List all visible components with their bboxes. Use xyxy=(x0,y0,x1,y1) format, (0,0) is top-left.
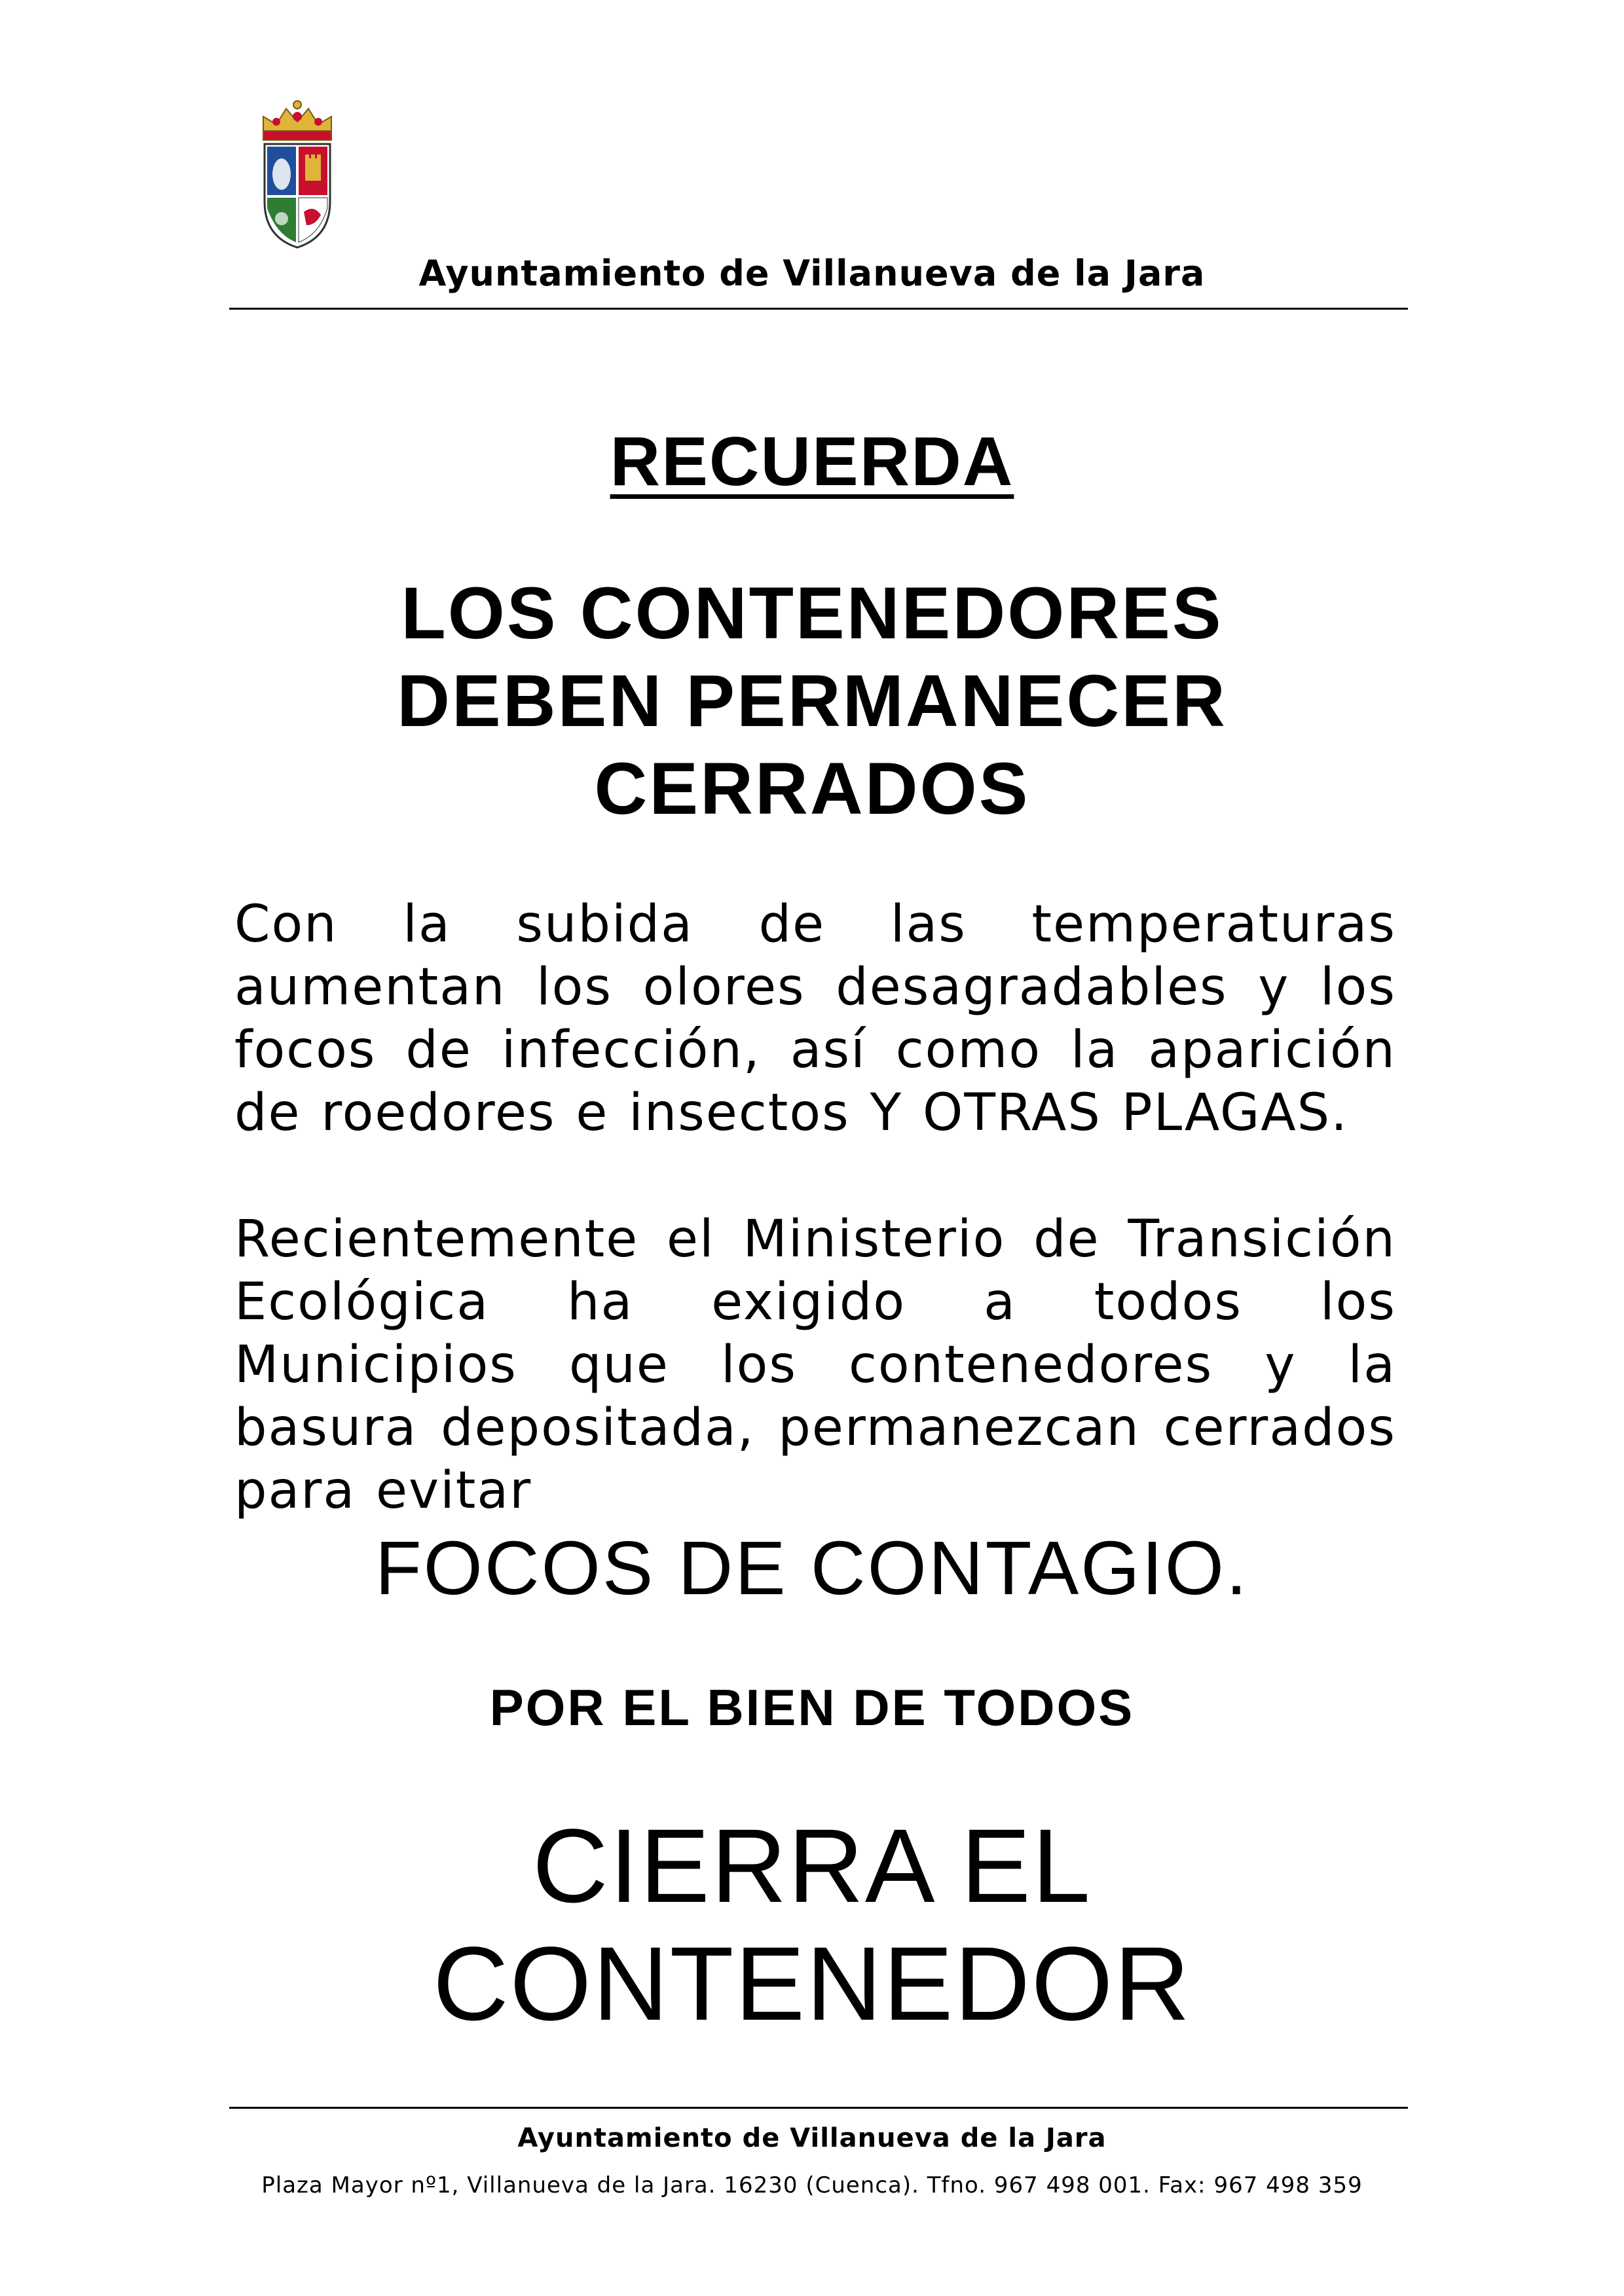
paragraph-ministry: Recientemente el Ministerio de Transición Ecológica ha exigido a todos los Municipios que los contenedores y la basura depositada, permanezcan cerrados para evitar xyxy=(234,1210,1396,1520)
cierra-line-2: CONTENEDOR xyxy=(433,1925,1191,2042)
header-title: Ayuntamiento de Villanueva de la Jara xyxy=(418,253,1206,294)
header-divider xyxy=(229,308,1408,310)
paragraph-temperatures: Con la subida de las temperaturas aumentan los olores desagradables y los focos de infección, así como la aparición de roedores e insectos Y OTRAS PLAGAS. xyxy=(234,895,1396,1142)
footer-title: Ayuntamiento de Villanueva de la Jara xyxy=(517,2123,1107,2153)
recuerda-heading xyxy=(0,419,1624,504)
footer-divider xyxy=(229,2107,1408,2109)
crown-icon xyxy=(263,101,331,140)
recuerda-text: RECUERDA xyxy=(610,423,1014,500)
headline-line-3: CERRADOS xyxy=(594,748,1030,829)
focos-de-contagio: FOCOS DE CONTAGIO. xyxy=(375,1525,1249,1611)
por-el-bien-de-todos: POR EL BIEN DE TODOS xyxy=(489,1679,1135,1736)
shield-icon xyxy=(265,144,330,247)
coat-of-arms-icon xyxy=(257,97,338,251)
cierra-el-contenedor xyxy=(0,1807,1624,2043)
footer-address: Plaza Mayor nº1, Villanueva de la Jara. 16230 (Cuenca). Tfno. 967 498 001. Fax: 967 498 359 xyxy=(261,2172,1363,2198)
headline-line-2: DEBEN PERMANECER xyxy=(397,660,1227,742)
headline-line-1: LOS CONTENEDORES xyxy=(401,572,1223,654)
headline xyxy=(0,570,1624,833)
cierra-line-1: CIERRA EL xyxy=(532,1807,1092,1924)
